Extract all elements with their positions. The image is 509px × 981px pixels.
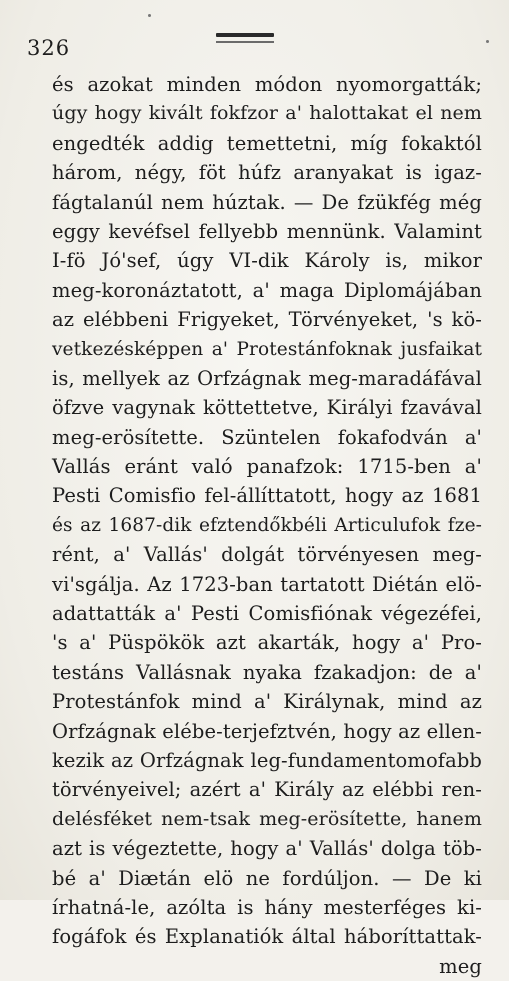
page-number: 326 xyxy=(27,36,71,60)
text-line: három, négy, föt húfz aranyakat is igaz- xyxy=(52,161,482,185)
paper-speck xyxy=(486,40,489,43)
text-line: fogáfok és Explanatiók által háboríttattak- xyxy=(52,925,482,949)
text-line: vi'sgálja. Az 1723-ban tartatott Diétán elö- xyxy=(52,572,482,596)
text-line: meg-koronáztatott, a' maga Diplomájában xyxy=(52,278,482,302)
text-line: engedték addig temettetni, míg fokaktól xyxy=(52,131,482,155)
text-line: Vallás eránt való panafzok: 1715-ben a' xyxy=(52,455,482,479)
text-line: vetkezésképpen a' Protestánfoknak jusfaikat xyxy=(52,338,482,360)
body-text xyxy=(52,70,482,981)
catchword: meg xyxy=(439,954,482,978)
text-line: I-fö Jó'sef, úgy VI-dik Károly is, mikor xyxy=(52,249,482,273)
text-line: Protestánfok mind a' Királynak, mind az xyxy=(52,690,482,714)
text-line: Pesti Comisfio fel-állíttatott, hogy az 1681 xyxy=(52,484,482,508)
text-line: és az 1687-dik efztendőkbéli Articulufok fze- xyxy=(52,514,482,536)
text-line: adattatták a' Pesti Comisfiónak végezéfei, xyxy=(52,602,482,626)
text-line: kezik az Orfzágnak leg-fundamentomofabb xyxy=(52,748,482,772)
text-line: 's a' Püspökök azt akarták, hogy a' Pro- xyxy=(52,631,482,655)
text-line: delésféket nem-tsak meg-erösítette, hanem xyxy=(52,807,482,830)
paper-speck xyxy=(148,14,151,17)
text-line: rént, a' Vallás' dolgát törvényesen meg- xyxy=(52,543,482,567)
text-line: testáns Vallásnak nyaka fzakadjon: de a' xyxy=(52,660,482,684)
text-line: és azokat minden módon nyomorgatták; xyxy=(52,73,482,96)
text-line: meg-erösítette. Szüntelen fokafodván a' xyxy=(52,425,482,449)
text-line: bé a' Diætán elö ne fordúljon. — De ki xyxy=(52,866,482,890)
text-line: az elébbeni Frigyeket, Törvényeket, 's kö- xyxy=(52,308,482,332)
text-line: öfzve vagynak köttettetve, Királyi fzavával xyxy=(52,396,482,420)
text-line: azt is végeztette, hogy a' Vallás' dolga töb- xyxy=(52,837,482,861)
text-line: törvényeivel; azért a' Király az elébbi ren- xyxy=(52,778,482,802)
text-line: eggy kevéfsel fellyebb mennünk. Valamint xyxy=(52,219,482,243)
text-line: fágtalanúl nem húztak. — De fzükfég még xyxy=(52,190,482,214)
text-line: írhatná-le, azólta is hány mesterféges ki- xyxy=(52,895,482,919)
text-line: úgy hogy kivált fokfzor a' halottakat el nem xyxy=(52,102,482,125)
text-line: Orfzágnak elébe-terjefztvén, hogy az ellen- xyxy=(52,719,482,743)
header-rule xyxy=(216,33,274,37)
text-line: is, mellyek az Orfzágnak meg-maradáfával xyxy=(52,366,482,390)
